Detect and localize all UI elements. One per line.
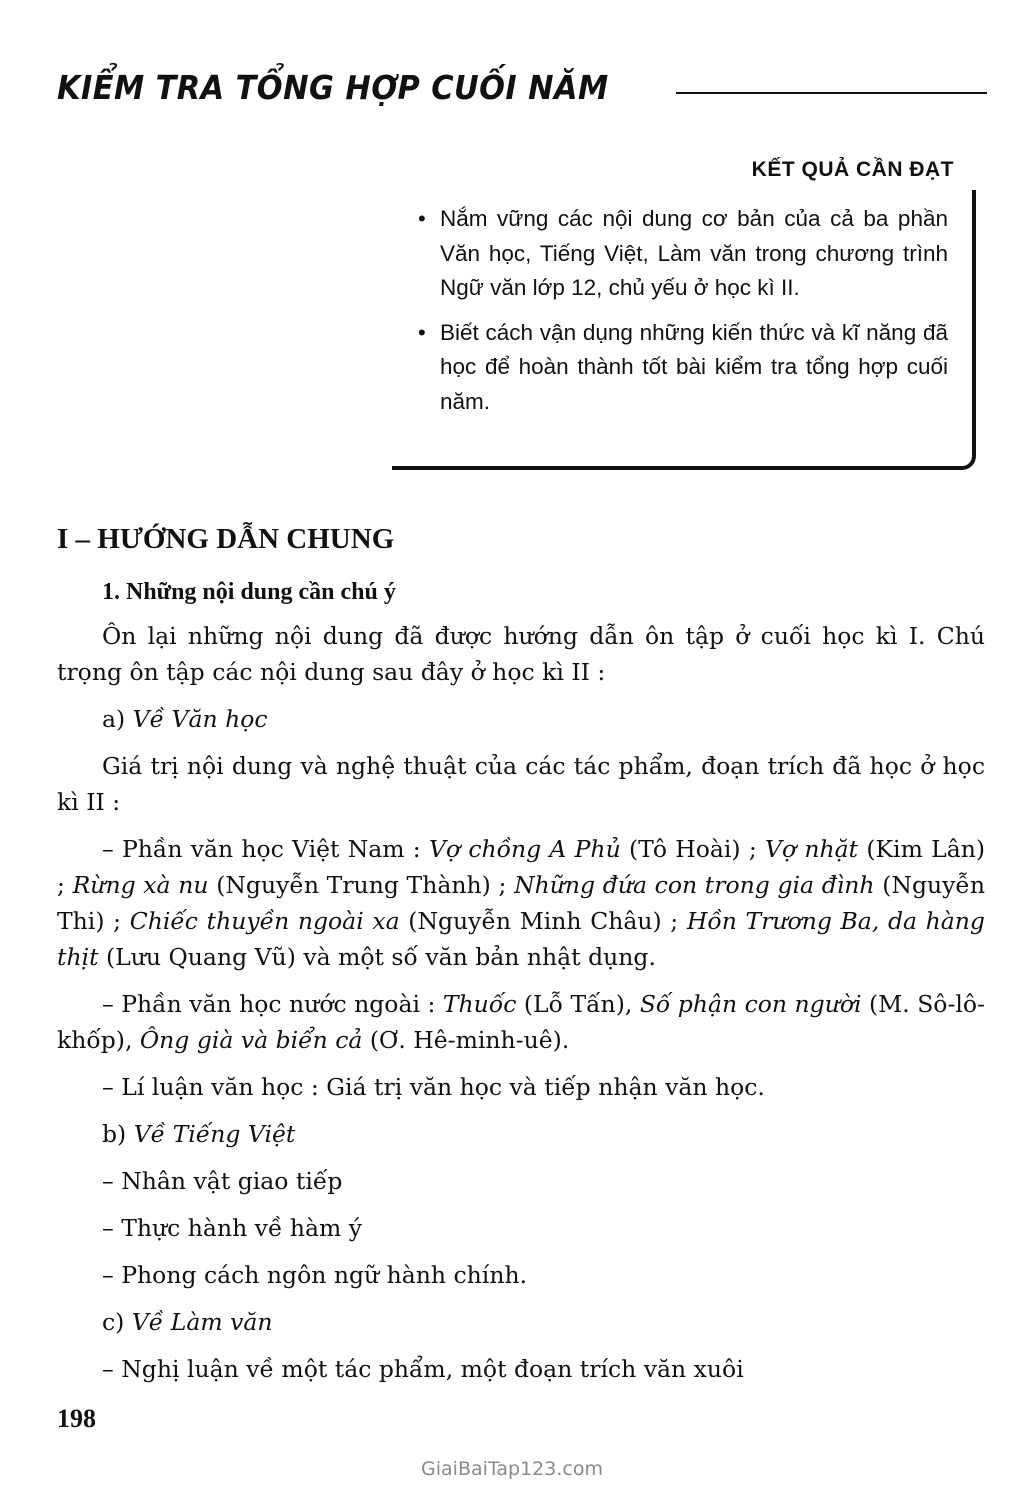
- watermark: GiaiBaiTap123.com: [421, 1458, 603, 1480]
- page-number: 198: [57, 1404, 96, 1433]
- topic-c-heading: c) Về Làm văn: [102, 1308, 273, 1336]
- topic-b-heading: b) Về Tiếng Việt: [102, 1120, 296, 1148]
- results-list: [418, 202, 948, 429]
- results-bullet: • Biết cách vận dụng những kiến thức và kĩ năng đã học để hoàn thành tốt bài kiểm tra tổng hợp cuối năm.: [418, 316, 948, 420]
- list-item: – Nghị luận về một tác phẩm, một đoạn trích văn xuôi: [102, 1355, 744, 1383]
- section-heading: I – HƯỚNG DẪN CHUNG: [57, 523, 395, 555]
- intro-paragraph: Ôn lại những nội dung đã được hướng dẫn ôn tập ở cuối học kì I. Chú trọng ôn tập các nội dung sau đây ở học kì II :: [57, 622, 985, 686]
- results-heading: KẾT QUẢ CẦN ĐẠT: [751, 158, 954, 181]
- main-content: [57, 518, 985, 1398]
- title-rule: [676, 92, 987, 94]
- list-item: – Thực hành về hàm ý: [102, 1214, 363, 1242]
- theory-paragraph: – Lí luận văn học : Giá trị văn học và tiếp nhận văn học.: [102, 1073, 765, 1101]
- topic-a-heading: a) Về Văn học: [102, 705, 268, 733]
- sub-heading: 1. Những nội dung cần chú ý: [102, 579, 396, 605]
- topic-a-text: Giá trị nội dung và nghệ thuật của các tác phẩm, đoạn trích đã học ở học kì II :: [57, 752, 985, 816]
- list-item: – Nhân vật giao tiếp: [102, 1167, 343, 1195]
- page-title: KIỂM TRA TỔNG HỢP CUỐI NĂM: [57, 68, 609, 107]
- foreign-literature-paragraph: – Phần văn học nước ngoài : Thuốc (Lỗ Tấn), Số phận con người (M. Sô-lô-khốp), Ông già và biển cả (Ơ. Hê-minh-uê).: [57, 990, 985, 1054]
- vietnamese-literature-paragraph: – Phần văn học Việt Nam : Vợ chồng A Phủ (Tô Hoài) ; Vợ nhặt (Kim Lân) ; Rừng xà nu (Nguyễn Trung Thành) ; Những đứa con trong gia đình (Nguyễn Thi) ; Chiếc thuyền ngoài xa (Nguyễn Minh Châu) ; Hồn Trương Ba, da hàng thịt (Lưu Quang Vũ) và một số văn bản nhật dụng.: [57, 835, 986, 971]
- results-bullet: • Nắm vững các nội dung cơ bản của cả ba phần Văn học, Tiếng Việt, Làm văn trong chương trình Ngữ văn lớp 12, chủ yếu ở học kì II.: [418, 202, 948, 306]
- list-item: – Phong cách ngôn ngữ hành chính.: [102, 1261, 528, 1289]
